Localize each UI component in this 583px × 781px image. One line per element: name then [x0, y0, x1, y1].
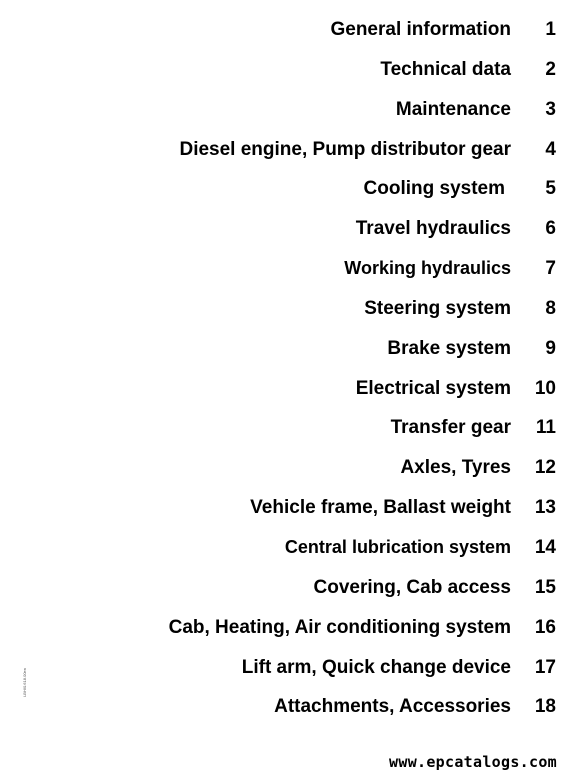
toc-title[interactable]: Central lubrication system — [284, 536, 511, 557]
toc-number: 6 — [545, 218, 556, 240]
toc-title[interactable]: Brake system — [387, 337, 511, 359]
toc-row[interactable] — [0, 53, 583, 93]
toc-number: 16 — [534, 616, 556, 638]
toc-row[interactable] — [0, 611, 583, 651]
toc-number: 7 — [545, 258, 556, 280]
toc-title[interactable]: Vehicle frame, Ballast weight — [250, 497, 511, 519]
toc-number: 8 — [545, 297, 556, 319]
toc-row[interactable] — [0, 93, 583, 133]
toc-row[interactable] — [0, 451, 583, 491]
toc-row[interactable] — [0, 13, 583, 53]
toc-row[interactable] — [0, 172, 583, 212]
toc-number: 17 — [534, 656, 556, 678]
toc-title[interactable]: Diesel engine, Pump distributor gear — [179, 138, 511, 160]
toc-title[interactable]: Maintenance — [395, 98, 511, 120]
table-of-contents — [0, 13, 583, 730]
toc-title[interactable]: General information — [330, 19, 511, 40]
toc-number: 14 — [534, 536, 556, 558]
toc-row[interactable] — [0, 411, 583, 451]
toc-number: 18 — [534, 696, 556, 718]
toc-row[interactable] — [0, 212, 583, 252]
toc-title[interactable]: Cooling system — [363, 178, 505, 200]
toc-number: 13 — [534, 497, 556, 519]
toc-number: 9 — [545, 337, 556, 359]
toc-title[interactable]: Axles, Tyres — [400, 457, 511, 479]
toc-number: 10 — [534, 377, 556, 399]
toc-title[interactable]: Transfer gear — [390, 417, 511, 439]
toc-title[interactable]: Cab, Heating, Air conditioning system — [168, 616, 511, 638]
toc-row[interactable] — [0, 292, 583, 332]
toc-number: 1 — [545, 19, 556, 40]
toc-number: 15 — [534, 576, 556, 598]
toc-row[interactable] — [0, 491, 583, 531]
toc-row[interactable] — [0, 133, 583, 173]
toc-row[interactable] — [0, 252, 583, 292]
watermark-url: www.epcatalogs.com — [389, 753, 557, 771]
document-code: LBH/0.618.00en — [22, 668, 27, 697]
toc-row[interactable] — [0, 690, 583, 730]
toc-row[interactable] — [0, 571, 583, 611]
toc-number: 3 — [545, 98, 556, 120]
toc-row[interactable] — [0, 651, 583, 691]
toc-number: 12 — [534, 457, 556, 479]
toc-number: 11 — [535, 417, 556, 439]
toc-title[interactable]: Working hydraulics — [344, 258, 511, 279]
toc-title[interactable]: Lift arm, Quick change device — [241, 656, 511, 678]
toc-number: 4 — [545, 138, 556, 160]
toc-title[interactable]: Electrical system — [355, 377, 511, 399]
toc-number: 2 — [545, 58, 556, 80]
toc-row[interactable] — [0, 332, 583, 372]
toc-title[interactable]: Steering system — [364, 297, 511, 319]
toc-row[interactable] — [0, 372, 583, 412]
toc-title[interactable]: Attachments, Accessories — [274, 696, 511, 718]
toc-title[interactable]: Travel hydraulics — [355, 218, 511, 240]
toc-title[interactable]: Covering, Cab access — [313, 576, 511, 598]
toc-number: 5 — [545, 178, 556, 200]
toc-title[interactable]: Technical data — [380, 58, 511, 80]
toc-row[interactable] — [0, 531, 583, 571]
